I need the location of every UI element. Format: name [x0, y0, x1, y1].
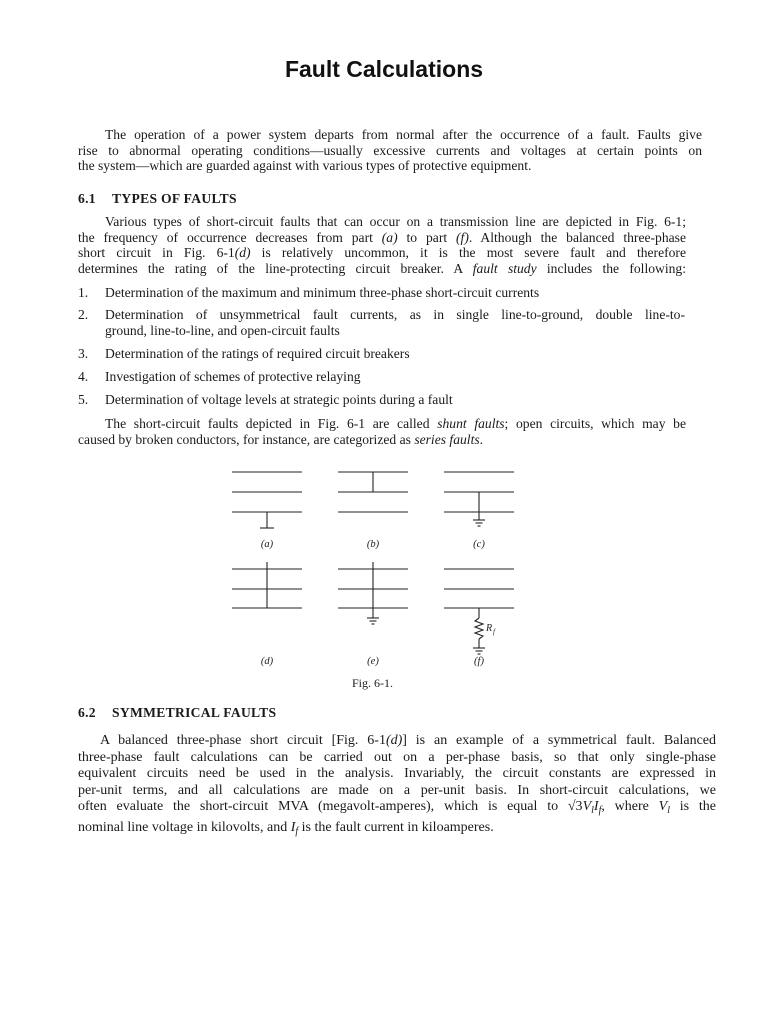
- resistor-label: R: [486, 623, 493, 634]
- figure-label-e: (e): [367, 656, 379, 667]
- section2-line: often evaluate the short-circuit MVA (megavolt-amperes), which is equal to $√3V_lI_f$, where $V_l$ is the: [78, 799, 716, 816]
- intro-line: the system—which are guarded against with various types of protective equipment.: [78, 158, 532, 173]
- section-number: 6.1: [78, 191, 96, 206]
- figure-label-f: (f): [474, 656, 484, 667]
- fault-diagram-c: [444, 472, 514, 526]
- paragraph-line: The short-circuit faults depicted in Fig. 6-1 are called shunt faults; open circuits, which may be: [105, 416, 686, 431]
- resistor-subscript: f: [493, 628, 495, 636]
- list-number: 5.: [78, 392, 89, 407]
- list-text: Determination of the maximum and minimum three-phase short-circuit currents: [105, 285, 540, 300]
- figure-label-a: (a): [260, 539, 274, 550]
- section-heading-6-2: [78, 705, 276, 721]
- section1-line: Various types of short-circuit faults that can occur on a transmission line are depicted in Fig. 6-1;: [105, 214, 686, 229]
- section2-line: equivalent circuits need be used in the analysis. Invariably, the circuit constants are expressed in: [78, 766, 716, 781]
- list-text: Determination of the ratings of required circuit breakers: [105, 346, 410, 361]
- figure-label-d: (d): [260, 656, 274, 667]
- intro-paragraph: [78, 127, 702, 174]
- paragraph-line: caused by broken conductors, for instance, are categorized as series faults.: [78, 431, 484, 447]
- chapter-title: Fault Calculations: [284, 56, 484, 82]
- list-text: Investigation of schemes of protective relaying: [105, 369, 361, 384]
- fault-diagram-b: [338, 472, 408, 512]
- intro-line: The operation of a power system departs from normal after the occurrence of a fault. Faults give: [105, 127, 702, 142]
- fault-diagram-a: [232, 472, 302, 528]
- fault-diagram-e: [338, 562, 408, 624]
- figure-label-c: (c): [473, 539, 485, 550]
- section-heading-6-1: [78, 191, 237, 207]
- list-number: 4.: [78, 369, 89, 384]
- shunt-series-paragraph: [78, 416, 686, 447]
- fault-types-figure: [220, 462, 540, 672]
- list-number: 2.: [78, 307, 89, 322]
- section2-paragraph: [78, 733, 716, 840]
- section1-line: the frequency of occurrence decreases from part (a) to part (f). Although the balanced three-phase: [78, 229, 686, 245]
- list-text: Determination of unsymmetrical fault currents, as in single line-to-ground, double line-to-: [105, 307, 685, 322]
- list-number: 1.: [78, 285, 89, 300]
- intro-line: rise to abnormal operating conditions—usually excessive currents and voltages at certain points on: [78, 142, 702, 158]
- section-title: TYPES OF FAULTS: [112, 191, 237, 206]
- section2-line: A balanced three-phase short circuit [Fig. 6-1(d)] is an example of a symmetrical fault. Balanced: [100, 733, 717, 748]
- fault-diagram-d: [232, 562, 302, 608]
- section-title: SYMMETRICAL FAULTS: [112, 705, 277, 720]
- section1-line: short circuit in Fig. 6-1(d) is relatively uncommon, it is the most severe fault and therefore: [78, 245, 686, 260]
- resistor-symbol: [475, 618, 483, 639]
- list-text: ground, line-to-line, and open-circuit faults: [105, 322, 340, 338]
- section1-line: determines the rating of the line-protecting circuit breaker. A fault study includes the following:: [78, 260, 686, 276]
- section-number: 6.2: [78, 705, 96, 720]
- list-number: 3.: [78, 346, 89, 361]
- list-text: Determination of voltage levels at strategic points during a fault: [105, 392, 453, 407]
- section2-line: per-unit terms, and all calculations are made on a per-unit basis. In short-circuit calculations, we: [78, 782, 716, 798]
- figure-caption: Fig. 6-1.: [352, 676, 394, 690]
- figure-label-b: (b): [366, 539, 380, 550]
- section2-line: three-phase fault calculations can be carried out on a per-phase basis, so that only single-phase: [78, 749, 716, 765]
- section1-paragraph: [78, 214, 686, 276]
- fault-diagram-f: [444, 569, 514, 654]
- section2-line: nominal line voltage in kilovolts, and $I_f$ is the fault current in kiloamperes.: [78, 819, 494, 837]
